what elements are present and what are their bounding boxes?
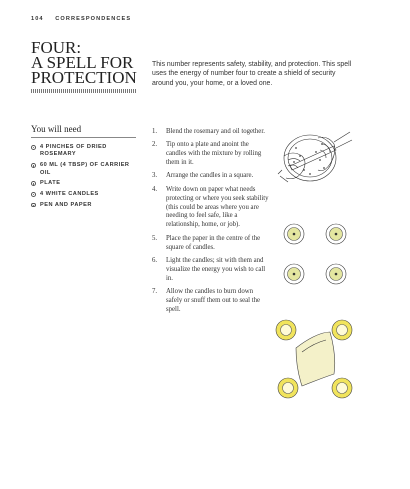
page-title [31, 40, 141, 85]
ingredient-text: 4 WHITE CANDLES [40, 190, 99, 197]
intro-paragraph: This number represents safety, stability, and protection. This spell uses the energy of number four to create a shield of security around you, your home, or a loved one. [152, 61, 352, 87]
step-text: Allow the candles to burn down safely or snuff them out to seal the spell. [166, 287, 261, 313]
bullet-icon [31, 203, 36, 208]
bullet-icon [31, 192, 36, 197]
bullet-icon [31, 181, 36, 186]
step-text: Light the candles; sit with them and visualize the energy you wish to call in. [166, 256, 266, 282]
page-number: 104 [31, 16, 44, 22]
ingredient-text: PEN AND PAPER [40, 201, 92, 208]
title-line: PROTECTION [31, 68, 137, 87]
step-text: Place the paper in the centre of the square of candles. [166, 234, 261, 251]
lit-candles-with-paper-icon [272, 312, 360, 404]
step-number: 5. [152, 234, 158, 242]
step-item [152, 257, 270, 284]
list-item [31, 162, 139, 177]
step-item [152, 172, 270, 181]
step-text: Tip onto a plate and anoint the candles with the mixture by rolling them in it. [166, 141, 262, 167]
you-will-need-heading: You will need [31, 124, 82, 134]
bullet-icon [31, 163, 36, 168]
step-text: Blend the rosemary and oil together. [166, 128, 265, 135]
step-number: 2. [152, 141, 158, 149]
step-number: 1. [152, 128, 158, 135]
step-item [152, 235, 270, 253]
instruction-steps [152, 128, 270, 319]
ingredient-text: 4 PINCHES OF DRIED ROSEMARY [40, 144, 107, 158]
ingredient-text: PLATE [40, 180, 61, 187]
step-item [152, 141, 270, 168]
step-number: 7. [152, 287, 158, 295]
step-text: Arrange the candles in a square. [166, 172, 254, 180]
title-line: FOUR: [31, 38, 82, 57]
step-number: 4. [152, 185, 158, 193]
list-item [31, 144, 139, 159]
bullet-icon [31, 145, 36, 150]
you-will-need-divider [31, 137, 136, 138]
step-item [152, 186, 270, 231]
step-item [152, 288, 270, 315]
title-line: A SPELL FOR [31, 53, 134, 72]
ingredient-text: 60 ML (4 TBSP) OF CARRIER OIL [40, 162, 130, 176]
hands-rolling-candle-icon [276, 126, 356, 196]
list-item [31, 191, 139, 198]
list-item [31, 180, 139, 187]
ingredients-list [31, 144, 139, 212]
step-number: 6. [152, 256, 158, 264]
step-text: Write down on paper what needs protecting or where you seek stability (this could be areas where you are needing to feel safe, like a relationship, home, or job). [166, 185, 269, 229]
title-divider [31, 89, 136, 93]
list-item [31, 202, 139, 209]
step-item [152, 128, 270, 137]
section-title: CORRESPONDENCES [55, 16, 132, 22]
running-header [31, 16, 131, 22]
candle-square-icon [280, 222, 352, 286]
step-number: 3. [152, 172, 158, 180]
